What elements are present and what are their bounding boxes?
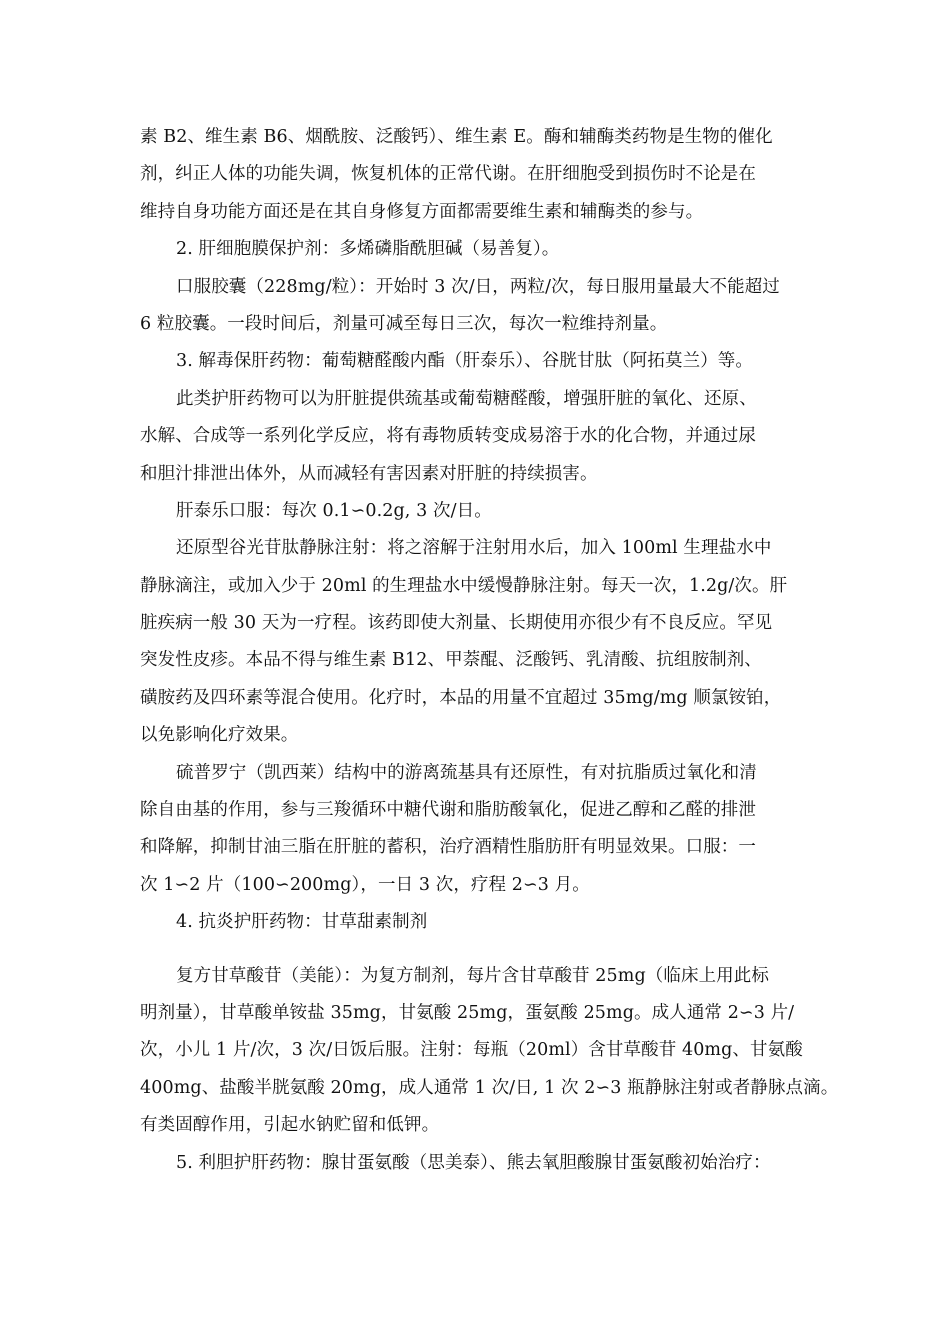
text-line: 除自由基的作用，参与三羧循环中糖代谢和脂肪酸氧化，促进乙醇和乙醛的排泄 bbox=[140, 800, 756, 821]
text-line: 剂，纠正人体的功能失调，恢复机体的正常代谢。在肝细胞受到损伤时不论是在 bbox=[140, 164, 756, 185]
text-line: 复方甘草酸苷（美能）：为复方制剂，每片含甘草酸苷 25mg（临床上用此标 bbox=[176, 965, 769, 986]
text-line: 突发性皮疹。本品不得与维生素 B12、甲萘醌、泛酸钙、乳清酸、抗组胺制剂、 bbox=[140, 650, 762, 671]
paragraph bbox=[140, 493, 830, 530]
text-line: 素 B2、维生素 B6、烟酰胺、泛酸钙）、维生素 E。酶和辅酶类药物是生物的催化 bbox=[140, 127, 773, 147]
text-line: 明剂量），甘草酸单铵盐 35mg，甘氨酸 25mg，蛋氨酸 25mg。成人通常 2∽3 片/ bbox=[140, 1002, 795, 1023]
text-line: 3. 解毒保肝药物：葡萄糖醛酸内酯（肝泰乐）、谷胱甘肽（阿拓莫兰）等。 bbox=[176, 351, 754, 372]
text-line: 2. 肝细胞膜保护剂：多烯磷脂酰胆碱（易善复）。 bbox=[176, 239, 560, 260]
paragraph bbox=[140, 755, 830, 905]
text-line: 5. 利胆护肝药物：腺甘蛋氨酸（思美泰）、熊去氧胆酸腺甘蛋氨酸初始治疗： bbox=[176, 1152, 771, 1173]
text-line: 硫普罗宁（凯西莱）结构中的游离巯基具有还原性，有对抗脂质过氧化和清 bbox=[176, 762, 757, 783]
paragraph bbox=[140, 119, 830, 231]
paragraph bbox=[140, 904, 830, 941]
paragraph bbox=[140, 381, 830, 493]
text-line: 次，小儿 1 片/次，3 次/日饭后服。注射：每瓶（20ml）含甘草酸苷 40mg、甘氨酸 bbox=[140, 1040, 803, 1061]
text-line: 和胆汁排泄出体外，从而减轻有害因素对肝脏的持续损害。 bbox=[140, 463, 598, 484]
text-line: 6 粒胶囊。一段时间后，剂量可减至每日三次，每次一粒维持剂量。 bbox=[140, 313, 668, 334]
paragraph bbox=[140, 530, 830, 754]
paragraph-gap bbox=[140, 942, 830, 958]
paragraph bbox=[140, 1145, 830, 1182]
text-line: 磺胺药及四环素等混合使用。化疗时，本品的用量不宜超过 35mg/mg 顺氯铵铂， bbox=[140, 687, 782, 708]
text-line: 还原型谷光苷肽静脉注射：将之溶解于注射用水后，加入 100ml 生理盐水中 bbox=[176, 538, 772, 559]
text-line: 脏疾病一般 30 天为一疗程。该药即使大剂量、长期使用亦很少有不良反应。罕见 bbox=[140, 613, 773, 634]
paragraph bbox=[140, 958, 839, 1145]
paragraph bbox=[140, 343, 830, 380]
text-line: 400mg、盐酸半胱氨酸 20mg，成人通常 1 次/日, 1 次 2∽3 瓶静脉注射或者静脉点滴。 bbox=[140, 1077, 839, 1098]
paragraph bbox=[140, 269, 830, 344]
text-line: 维持自身功能方面还是在其自身修复方面都需要维生素和辅酶类的参与。 bbox=[140, 201, 704, 222]
text-line: 和降解，抑制甘油三脂在肝脏的蓄积，治疗酒精性脂肪肝有明显效果。口服：一 bbox=[140, 837, 756, 858]
text-line: 水解、合成等一系列化学反应，将有毒物质转变成易溶于水的化合物，并通过尿 bbox=[140, 426, 756, 447]
text-line: 口服胶囊（228mg/粒）：开始时 3 次/日，两粒/次，每日服用量最大不能超过 bbox=[176, 276, 780, 297]
text-line: 以免影响化疗效果。 bbox=[140, 725, 299, 746]
text-line: 肝泰乐口服：每次 0.1∽0.2g, 3 次/日。 bbox=[176, 500, 492, 521]
text-line: 4. 抗炎护肝药物：甘草甜素制剂 bbox=[176, 912, 428, 933]
paragraph bbox=[140, 231, 830, 268]
text-line: 次 1∽2 片（100∽200mg），一日 3 次，疗程 2∽3 月。 bbox=[140, 874, 590, 895]
body-text bbox=[140, 119, 839, 1182]
text-line: 有类固醇作用，引起水钠贮留和低钾。 bbox=[140, 1115, 440, 1136]
text-line: 静脉滴注，或加入少于 20ml 的生理盐水中缓慢静脉注射。每天一次，1.2g/次。肝 bbox=[140, 575, 788, 596]
text-line: 此类护肝药物可以为肝脏提供巯基或葡萄糖醛酸，增强肝脏的氧化、还原、 bbox=[176, 388, 757, 409]
